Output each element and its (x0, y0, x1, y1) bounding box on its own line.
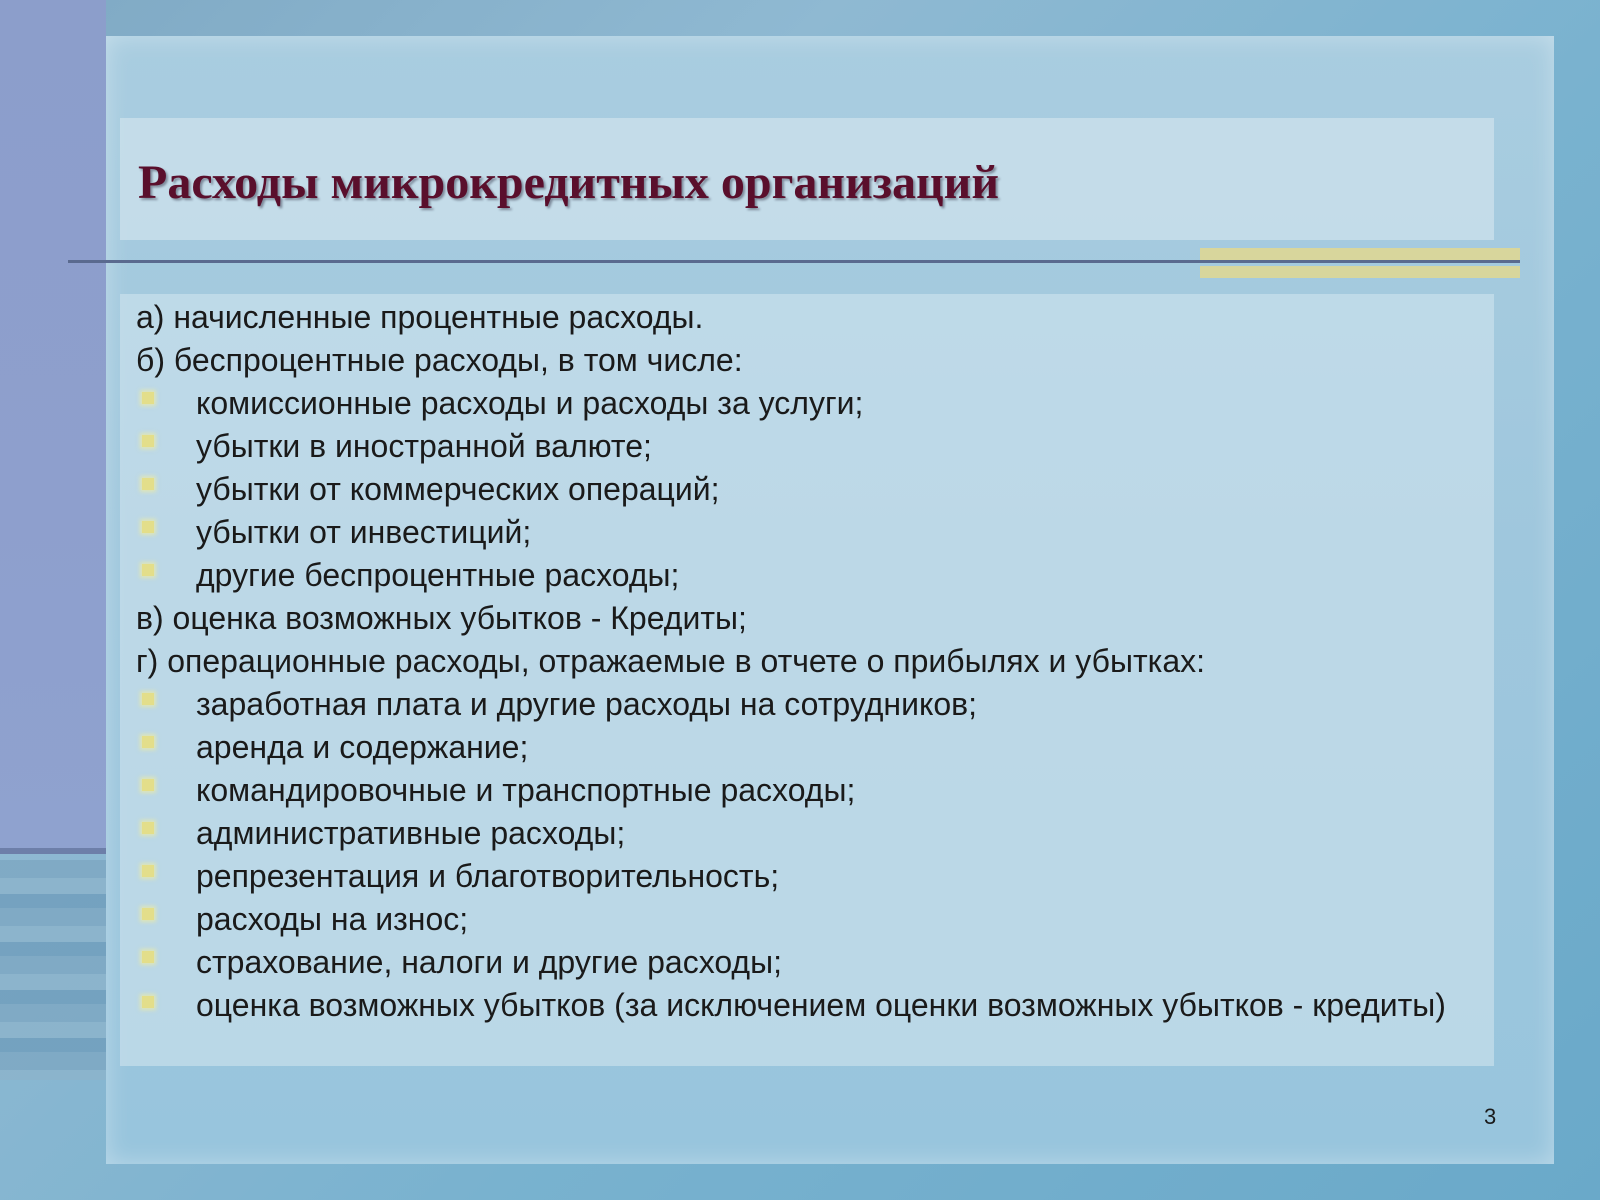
accent-bar (1200, 248, 1520, 280)
item-text: в) оценка возможных убытков - Кредиты; (136, 600, 747, 636)
bullet-icon (142, 392, 154, 404)
bullet-item (136, 855, 1476, 898)
item-text: командировочные и транспортные расходы; (196, 772, 856, 808)
bullet-icon (142, 435, 154, 447)
accent-stripe-bottom (1200, 266, 1520, 278)
list-item (136, 296, 1476, 339)
bullet-icon (142, 865, 154, 877)
bullet-item (136, 382, 1476, 425)
bullet-item (136, 511, 1476, 554)
bullet-icon (142, 564, 154, 576)
slide-title: Расходы микрокредитных организаций (138, 156, 999, 209)
bullet-icon (142, 693, 154, 705)
item-text: убытки в иностранной валюте; (196, 428, 652, 464)
item-text: аренда и содержание; (196, 729, 529, 765)
bullet-item (136, 683, 1476, 726)
list-item (136, 339, 1476, 382)
content-list (136, 296, 1476, 1022)
list-item (136, 640, 1476, 683)
bullet-item (136, 984, 1476, 1022)
item-text: убытки от инвестиций; (196, 514, 532, 550)
left-decor-stripes (0, 860, 110, 1080)
item-text: б) беспроцентные расходы, в том числе: (136, 342, 743, 378)
left-decor-edge (0, 848, 106, 854)
bullet-icon (142, 779, 154, 791)
item-text: расходы на износ; (196, 901, 469, 937)
bullet-item (136, 726, 1476, 769)
item-text: заработная плата и другие расходы на сотрудников; (196, 686, 978, 722)
bullet-icon (142, 908, 154, 920)
item-text: а) начисленные процентные расходы. (136, 299, 704, 335)
bullet-item (136, 941, 1476, 984)
page-number: 3 (1484, 1104, 1497, 1129)
accent-stripe-top (1200, 248, 1520, 260)
bullet-icon (142, 478, 154, 490)
bullet-item (136, 468, 1476, 511)
bullet-item (136, 554, 1476, 597)
item-text: административные расходы; (196, 815, 626, 851)
item-text: комиссионные расходы и расходы за услуги; (196, 385, 864, 421)
item-text: другие беспроцентные расходы; (196, 557, 680, 593)
bullet-icon (142, 736, 154, 748)
item-text: г) операционные расходы, отражаемые в отчете о прибылях и убытках: (136, 643, 1206, 679)
bullet-item (136, 425, 1476, 468)
item-text: страхование, налоги и другие расходы; (196, 944, 782, 980)
item-text: убытки от коммерческих операций; (196, 471, 720, 507)
bullet-icon (142, 996, 154, 1008)
bullet-icon (142, 822, 154, 834)
list-item (136, 597, 1476, 640)
bullet-item (136, 769, 1476, 812)
bullet-icon (142, 951, 154, 963)
bullet-item (136, 898, 1476, 941)
item-text: оценка возможных убытков (за исключением оценки возможных убытков - кредиты) (196, 987, 1446, 1023)
bullet-item (136, 812, 1476, 855)
left-decor-band (0, 0, 106, 850)
item-text: репрезентация и благотворительность; (196, 858, 780, 894)
bullet-icon (142, 521, 154, 533)
